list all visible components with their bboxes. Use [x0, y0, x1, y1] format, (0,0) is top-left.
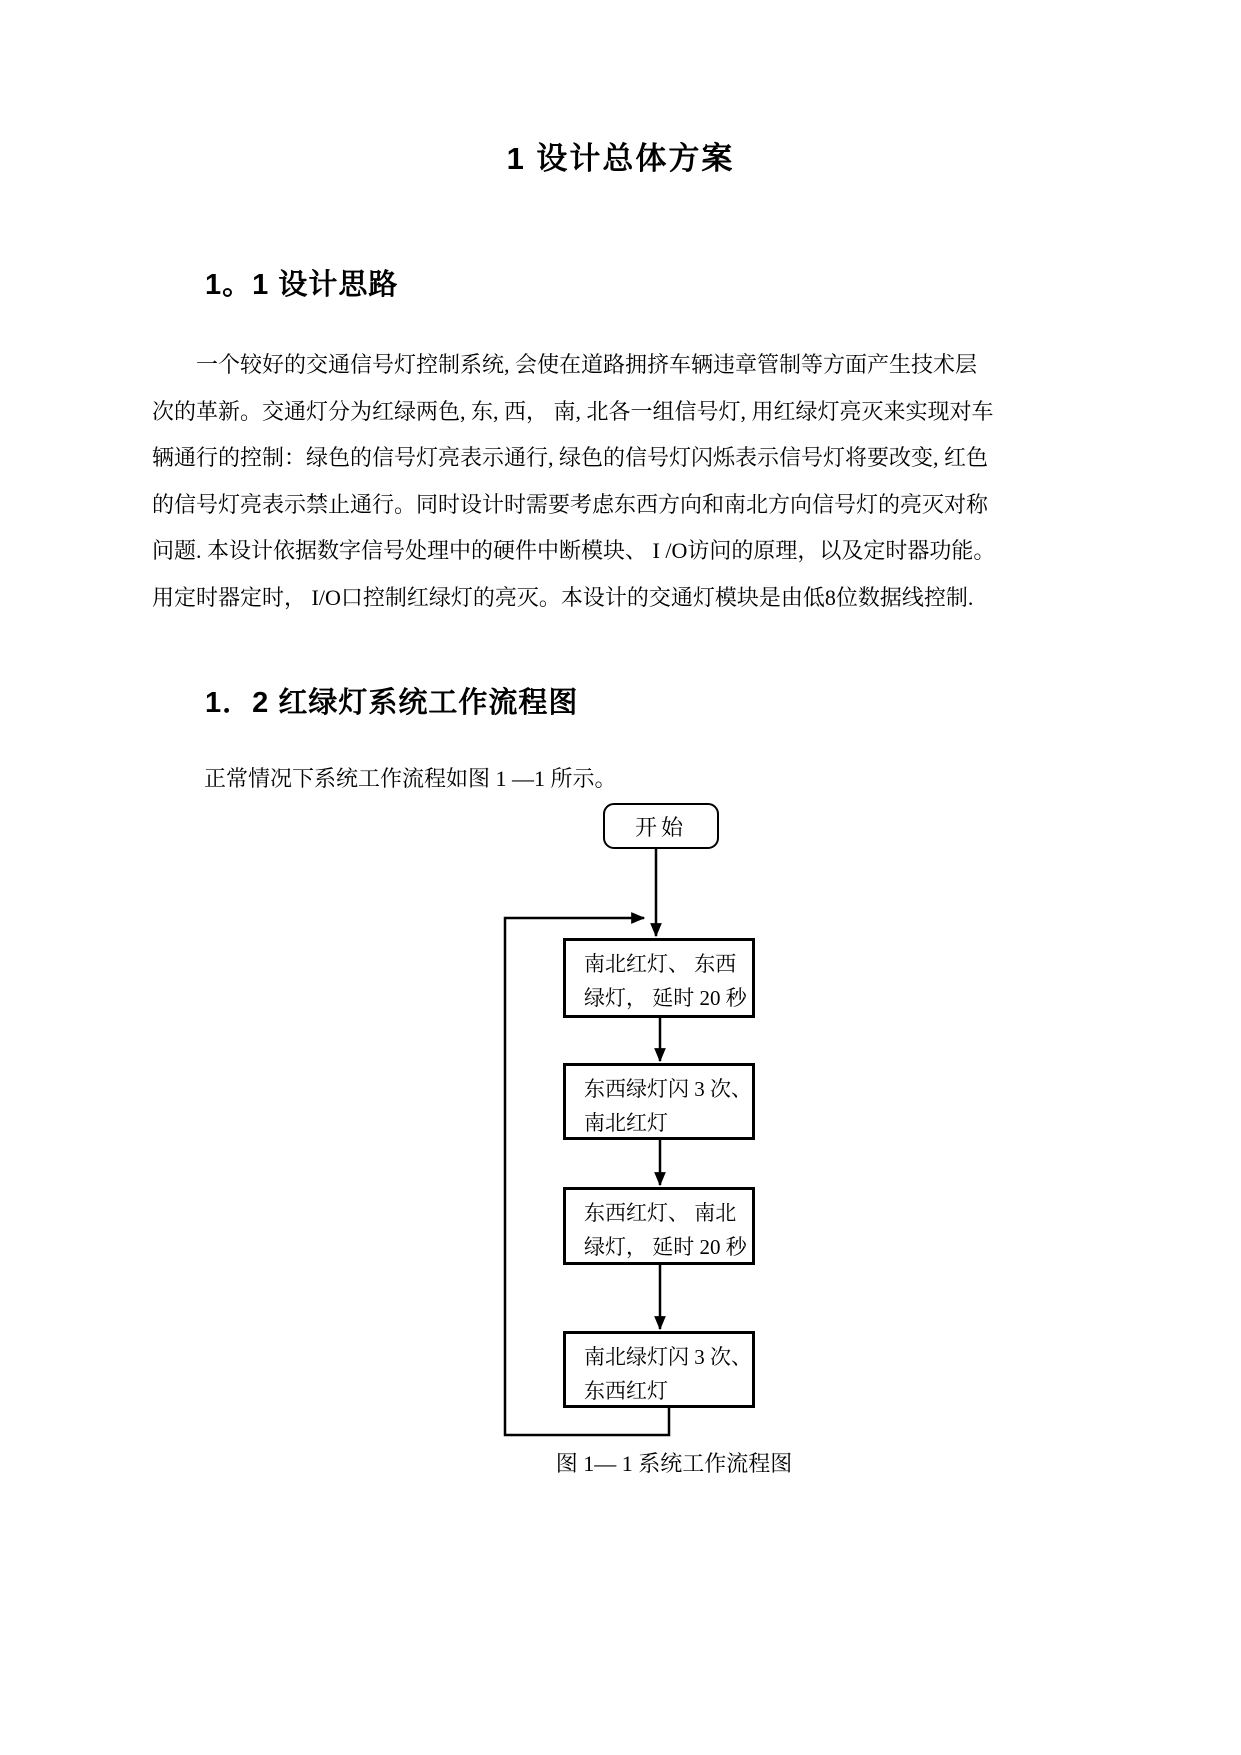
step-text-line: 东西红灯	[584, 1379, 668, 1403]
paragraph-line: 的信号灯亮表示禁止通行。同时设计时需要考虑东西方向和南北方向信号灯的亮灭对称	[152, 491, 989, 517]
paragraph-line: 问题. 本设计依据数字信号处理中的硬件中断模块、 I /O访问的原理，以及定时器功能。	[152, 538, 996, 563]
flowchart-step-ns-red-ew-green	[563, 938, 755, 1018]
section-1-1-heading: 1。1 设计思路	[205, 269, 399, 301]
step-text-line: 南北红灯、 东西	[584, 952, 737, 976]
flowchart-step-ns-green-blink	[563, 1331, 755, 1408]
start-node-label: 开始	[634, 814, 687, 840]
flowchart-start-node	[603, 803, 719, 849]
page-title: 1 设计总体方案	[506, 141, 735, 176]
design-idea-paragraph	[152, 342, 1097, 621]
step-text-line: 南北红灯	[584, 1111, 668, 1135]
step-text-line: 南北绿灯闪 3 次、	[584, 1345, 752, 1369]
paragraph-line: 辆通行的控制：绿色的信号灯亮表示通行, 绿色的信号灯闪烁表示信号灯将要改变, 红色	[152, 445, 989, 470]
step-text-line: 东西红灯、 南北	[584, 1201, 737, 1225]
flowchart-step-ew-red-ns-green	[563, 1187, 755, 1265]
flowchart-intro-text: 正常情况下系统工作流程如图 1 —1 所示。	[204, 766, 617, 791]
system-workflow-flowchart	[440, 795, 860, 1495]
paragraph-line: 用定时器定时， I/O口控制红绿灯的亮灭。本设计的交通灯模块是由低8位数据线控制.	[152, 584, 974, 610]
figure-caption: 图 1— 1 系统工作流程图	[555, 1451, 793, 1476]
paragraph-line: 一个较好的交通信号灯控制系统, 会使在道路拥挤车辆违章管制等方面产生技术层	[196, 352, 978, 377]
step-text-line: 东西绿灯闪 3 次、	[584, 1077, 752, 1101]
section-1-2-heading: 1．2 红绿灯系统工作流程图	[205, 687, 579, 719]
paragraph-line: 次的革新。交通灯分为红绿两色, 东, 西， 南, 北各一组信号灯, 用红绿灯亮灭来实现对车	[152, 398, 994, 424]
step-text-line: 绿灯， 延时 20 秒	[584, 986, 747, 1010]
step-text-line: 绿灯， 延时 20 秒	[584, 1235, 747, 1259]
flowchart-step-ew-green-blink	[563, 1063, 755, 1140]
